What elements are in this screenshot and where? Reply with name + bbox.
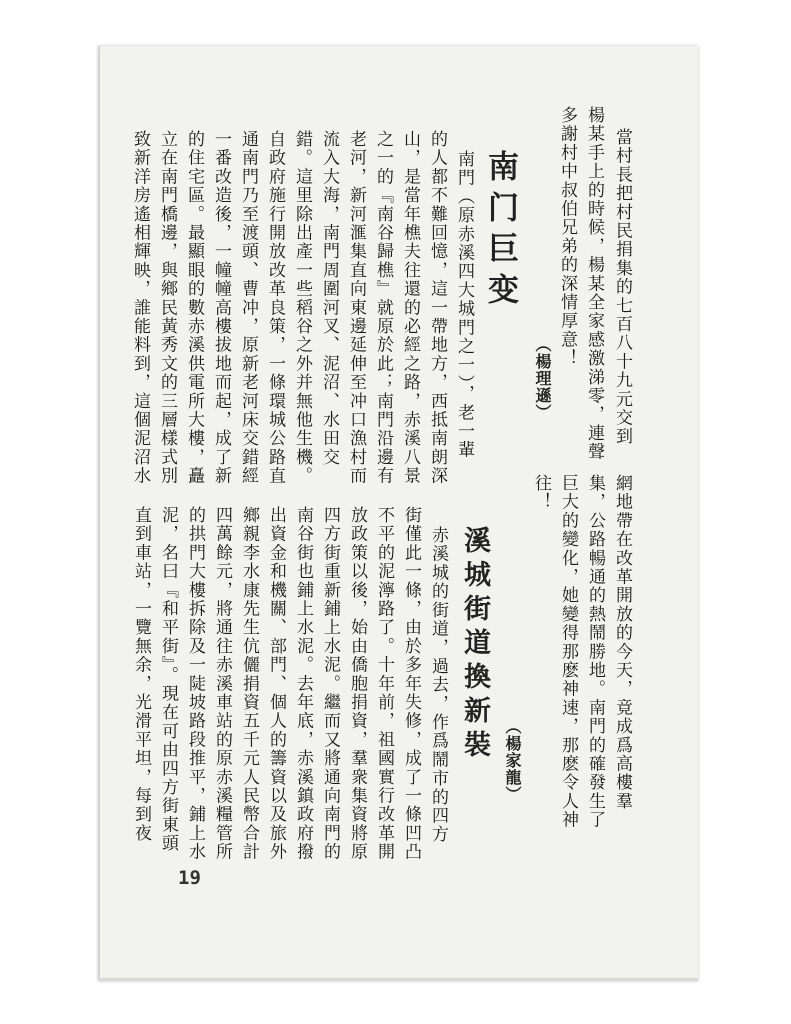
article1-author: （楊理遜） [533,336,552,421]
continuation-column: 集，公路暢通的熱鬧勝地。南門的確發生了 [585,474,605,830]
article1-column: 一番改造後，一幢幢高樓拔地而起，成了新 [211,130,231,486]
article1-column: 的人都不難回憶，這一帶地方，西抵南朗深 [427,130,447,486]
article2-column: 不平的泥濘路了。十年前，祖國實行改革開 [374,506,394,862]
article2-column: 放政策以後，始由僑胞捐資，羣衆集資將原 [347,506,367,862]
article1-column: 致新洋房遙相輝映，誰能料到，這個泥沼水 [130,130,150,486]
article1-column: 立在南門橋邊，與鄉民黃秀文的三層樣式別 [157,130,177,486]
article1-column: 錯。這里除出產一些稻谷之外并無他生機。 [292,130,312,486]
article2-column: 街僅此一條，由於多年失修，成了一條凹凸 [401,506,421,862]
page-number: 19 [178,867,201,889]
article2-column: 赤溪城的街道，過去，作爲鬧市的四方 [428,526,448,844]
article1-column: 的住宅區。最顯眼的數赤溪供電所大樓，矗 [184,130,204,486]
article2-column: 出資金和機關、部門、個人的籌資以及旅外 [266,506,286,862]
article2-column: 南谷街也鋪上水泥。去年底，赤溪鎮政府撥 [293,506,313,862]
intro-column: 當村長把村民捐集的七百八十九元交到 [612,128,632,446]
article1-column: 通南門乃至渡頭、曹冲，原新老河床交錯經 [238,130,258,486]
continuation-column: 往！ [531,474,551,512]
article2-column: 四方街重新鋪上水泥。繼而又將通向南門的 [320,506,340,862]
article1-title: 南门巨变 [482,150,518,314]
intro-column: 多謝村中叔伯兄弟的深情厚意！ [557,106,577,368]
article2-column: 直到車站，一覽無余，光滑平坦，每到夜 [131,506,151,843]
article2-column: 四萬餘元，將通往赤溪車站的原赤溪糧管所 [212,506,232,862]
article1-column: 自政府施行開放改革良策，一條環城公路直 [265,130,285,486]
article1-column: 流入大海，南門周圍河叉、泥沼、水田交 [319,130,339,467]
article2-author: （楊家龍） [503,718,522,803]
article2-column: 的拱門大樓拆除及一陡坡路段推平，鋪上水 [185,506,205,862]
article2-title: 溪城街道換新裝 [459,526,490,764]
article2-column: 鄉親李水康先生伉儷捐資五千元人民幣合計 [239,506,259,862]
continuation-column: 巨大的變化，她變得那麽神速，那麽令人神 [558,474,578,830]
article1-column: 山，是當年樵夫往還的必經之路，赤溪八景 [400,130,420,486]
article1-column: 之一的『南谷歸樵』就原於此；南門沿邊有 [373,130,393,486]
intro-column: 楊某手上的時候，楊某全家感激涕零，連聲 [584,106,604,462]
article1-column: 南門（原赤溪四大城門之一），老一輩 [454,150,474,460]
article1-column: 老河，新河滙集直向東邊延伸至冲口漁村而 [346,130,366,486]
continuation-column: 網地帶在改革開放的今天，竟成爲高樓羣 [612,474,632,811]
article2-column: 泥，名曰『和平街』。現在可由四方街東頭 [158,506,178,853]
